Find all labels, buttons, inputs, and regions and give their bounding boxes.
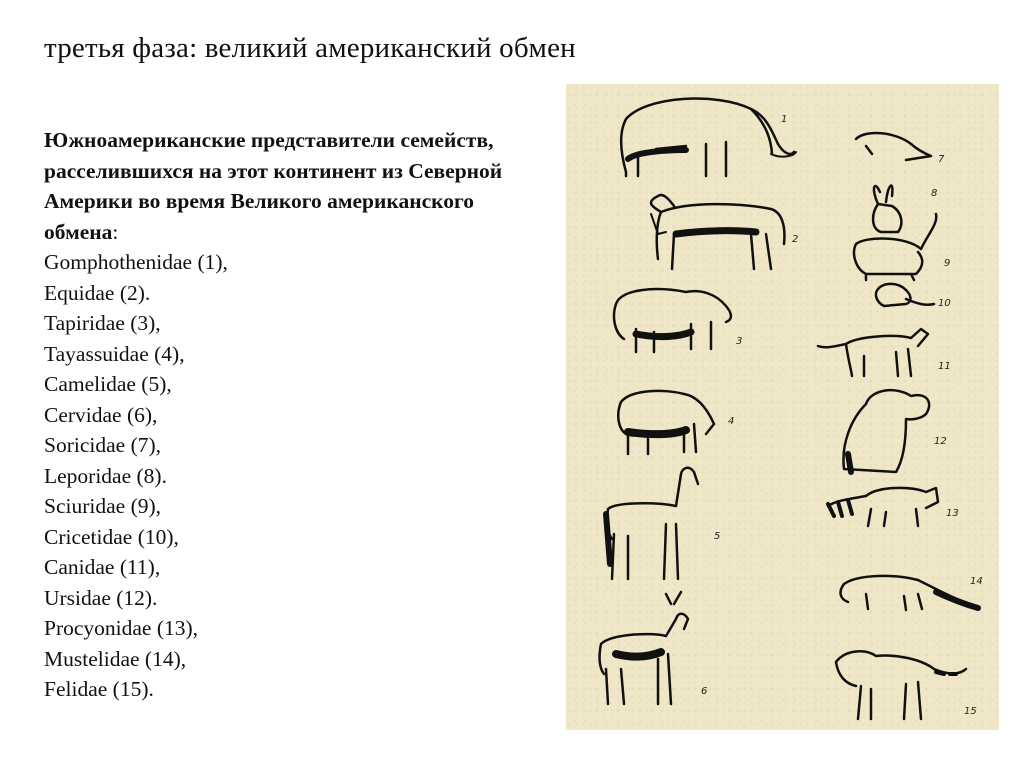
family-item-sciuridae: Sciuridae (9),: [44, 494, 162, 518]
family-item-mustelidae: Mustelidae (14),: [44, 646, 187, 671]
figure-number-10: 10: [938, 298, 951, 309]
figure-number-8: 8: [931, 188, 938, 199]
figure-number-15: 15: [964, 706, 977, 717]
mustelid-drawing: [841, 576, 978, 610]
figure-number-6: 6: [701, 686, 708, 697]
intro-paragraph: [44, 125, 549, 247]
shrew-drawing: [856, 133, 931, 160]
figure-number-5: 5: [714, 531, 721, 542]
family-item-soricidae: Soricidae (7),: [44, 433, 162, 457]
canid-drawing: [818, 329, 928, 376]
squirrel-drawing: [854, 214, 936, 280]
figure-number-9: 9: [944, 258, 951, 269]
figure-number-7: 7: [938, 154, 945, 165]
family-item-leporidae: Leporidae (8).: [44, 463, 167, 488]
family-item-cervidae: Cervidae (6),: [44, 402, 158, 427]
animal-illustration-plate: [566, 84, 999, 730]
horse-drawing: [651, 195, 784, 269]
rabbit-drawing: [873, 186, 901, 232]
llama-drawing: [606, 468, 698, 579]
figure-number-3: 3: [736, 336, 743, 347]
family-item-procyonidae: Procyonidae (13),: [44, 616, 199, 640]
family-list: [44, 247, 549, 705]
figure-number-2: 2: [792, 234, 799, 245]
text-block: [44, 125, 549, 705]
animal-illustrations: [566, 84, 999, 730]
figure-number-12: 12: [934, 436, 947, 447]
intro-text: Южноамериканские представители семейств, расселившихся на этот континент из Северной Америки во время Великого американского обмена: [44, 128, 503, 244]
deer-drawing: [600, 592, 688, 704]
family-item-canidae: Canidae (11),: [44, 555, 161, 579]
family-item-camelidae: Camelidae (5),: [44, 372, 172, 396]
peccary-drawing: [618, 391, 714, 454]
bear-drawing: [843, 390, 929, 472]
felid-drawing: [836, 651, 966, 719]
family-item-ursidae: Ursidae (12).: [44, 585, 158, 610]
figure-number-13: 13: [946, 508, 959, 519]
gomphothere-drawing: [621, 99, 796, 176]
figure-number-1: 1: [781, 114, 788, 125]
intro-colon: :: [112, 219, 119, 244]
figure-number-14: 14: [970, 576, 983, 587]
figure-number-4: 4: [728, 416, 735, 427]
family-item-tapiridae: Tapiridae (3),: [44, 311, 161, 335]
raccoon-drawing: [828, 488, 938, 526]
tapir-drawing: [614, 289, 731, 352]
family-item-felidae: Felidae (15).: [44, 677, 154, 701]
family-item-equidae: Equidae (2).: [44, 280, 151, 305]
family-item-tayassuidae: Tayassuidae (4),: [44, 341, 185, 366]
family-item-gomphothenidae: Gomphothenidae (1),: [44, 250, 228, 274]
mouse-drawing: [876, 284, 934, 306]
family-item-cricetidae: Cricetidae (10),: [44, 524, 179, 549]
figure-number-11: 11: [938, 361, 951, 372]
slide-title: третья фаза: великий американский обмен: [44, 32, 576, 64]
